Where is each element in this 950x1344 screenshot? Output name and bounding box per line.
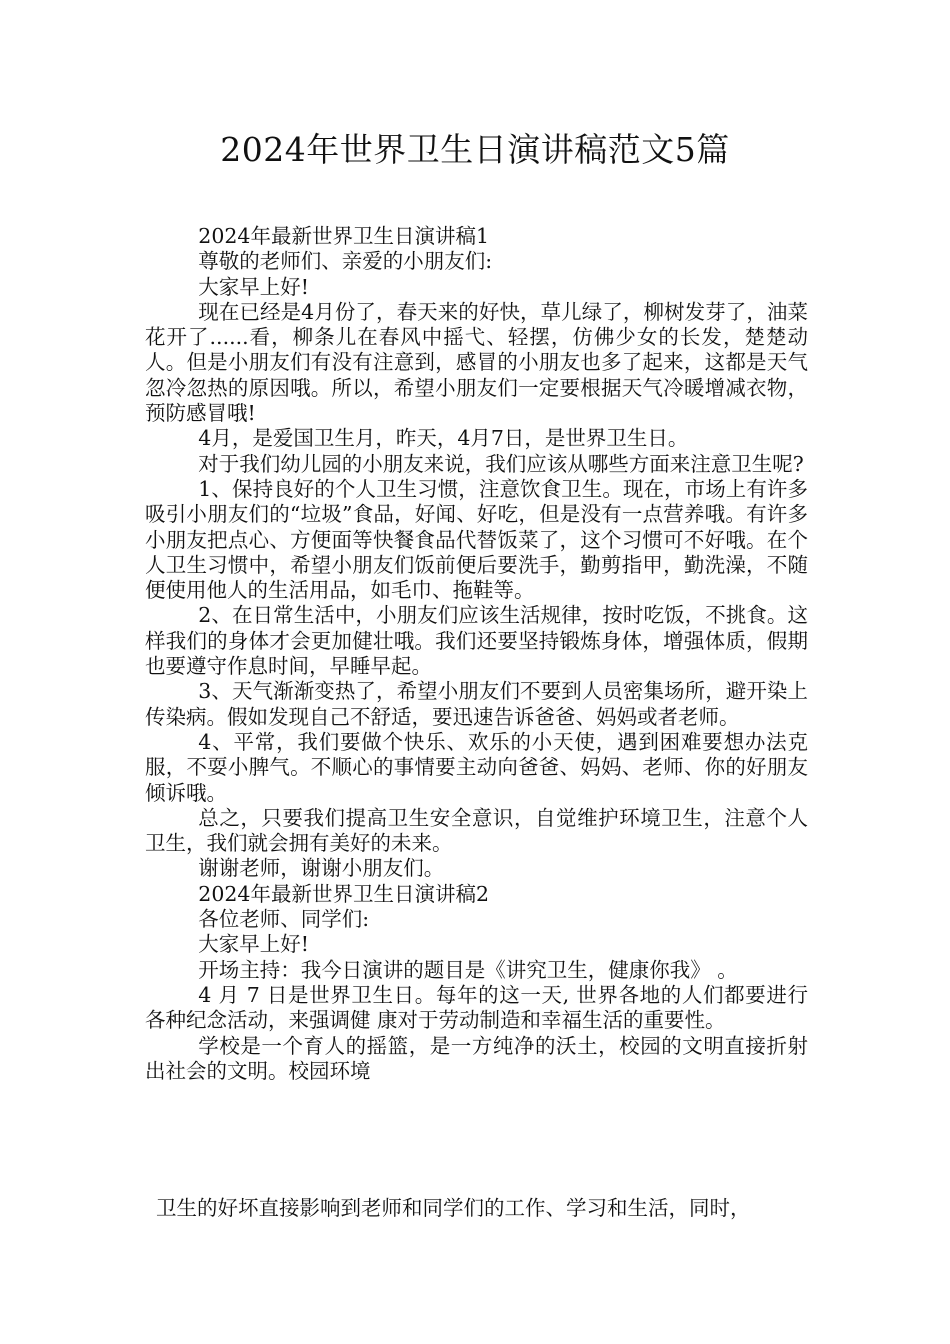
paragraph: 开场主持：我今日演讲的题目是《讲究卫生，健康你我》 。 (198, 957, 738, 982)
paragraph: 4月，是爱国卫生月，昨天，4月7日，是世界卫生日。 (198, 426, 689, 451)
paragraph: 尊敬的老师们、亲爱的小朋友们: (198, 249, 493, 274)
paragraph: 1、保持良好的个人卫生习惯，注意饮食卫生。现在，市场上有许多吸引小朋友们的“垃圾”食品，好闻、好吃，但是没有一点营养哦。有许多小朋友把点心、方便面等快餐食品代替饭菜了，这个习惯可不好哦。在个人卫生习惯中，希望小朋友们饭前便后要洗手，勤剪指甲，勤洗澡，不随便使用他人的生活用品，如毛巾、拖鞋等。 (145, 476, 808, 603)
paragraph: 2024年最新世界卫生日演讲稿2 (198, 881, 490, 906)
continuation-line: 卫生的好坏直接影响到老师和同学们的工作、学习和生活，同时， (156, 1196, 751, 1220)
document-title: 2024年世界卫生日演讲稿范文5篇 (220, 130, 730, 169)
paragraph: 谢谢老师，谢谢小朋友们。 (198, 856, 445, 881)
paragraph: 3、天气渐渐变热了，希望小朋友们不要到人员密集场所，避开染上传染病。假如发现自己不舒适，要迅速告诉爸爸、妈妈或者老师。 (145, 679, 808, 729)
paragraph: 对于我们幼儿园的小朋友来说，我们应该从哪些方面来注意卫生呢? (198, 451, 804, 476)
paragraph: 现在已经是4月份了，春天来的好快，草儿绿了，柳树发芽了，油菜花开了......看，柳条儿在春风中摇弋、轻摆，仿佛少女的长发，楚楚动人。但是小朋友们有没有注意到，感冒的小朋友也多了起来，这都是天气忽冷忽热的原因哦。所以，希望小朋友们一定要根据天气冷暖增减衣物，预防感冒哦! (145, 299, 808, 426)
paragraph: 4、平常，我们要做个快乐、欢乐的小天使，遇到困难要想办法克服，不耍小脾气。不顺心的事情要主动向爸爸、妈妈、老师、你的好朋友倾诉哦。 (145, 729, 808, 805)
paragraph: 学校是一个育人的摇篮，是一方纯净的沃土，校园的文明直接折射出社会的文明。校园环境 (145, 1033, 808, 1083)
document-body (145, 224, 808, 1084)
paragraph: 2、在日常生活中，小朋友们应该生活规律，按时吃饭，不挑食。这样我们的身体才会更加健壮哦。我们还要坚持锻炼身体，增强体质，假期也要遵守作息时间，早睡早起。 (145, 603, 808, 679)
paragraph: 各位老师、同学们: (198, 907, 370, 932)
paragraph: 总之，只要我们提高卫生安全意识，自觉维护环境卫生，注意个人卫生，我们就会拥有美好的未来。 (145, 805, 808, 856)
paragraph: 大家早上好! (198, 274, 310, 299)
paragraph: 大家早上好! (198, 932, 310, 957)
paragraph: 2024年最新世界卫生日演讲稿1 (198, 224, 490, 248)
paragraph: 4 月 7 日是世界卫生日。每年的这一天, 世界各地的人们都要进行各种纪念活动，来强调健 康对于劳动制造和幸福生活的重要性。 (145, 982, 808, 1033)
